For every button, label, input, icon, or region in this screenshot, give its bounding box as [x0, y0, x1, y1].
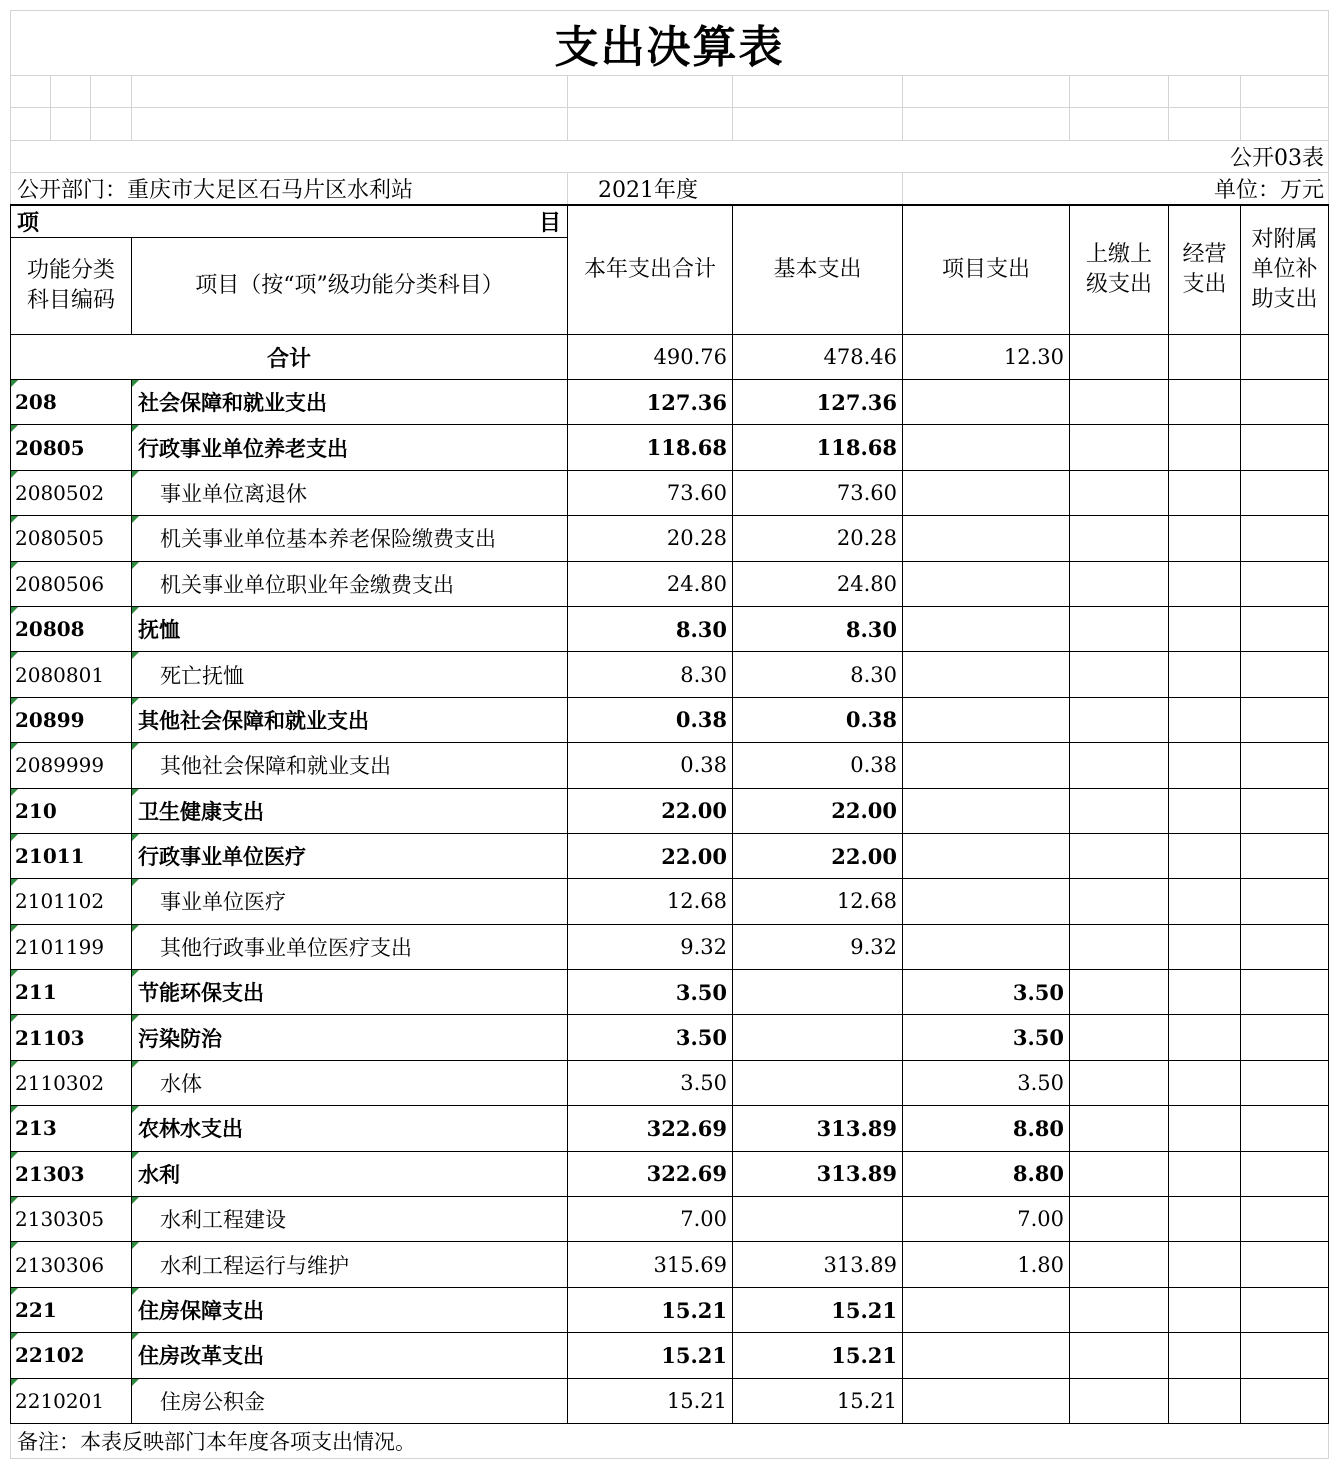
empty-cell — [1169, 606, 1241, 651]
row-project — [903, 425, 1070, 470]
empty-cell — [1241, 788, 1329, 833]
row-code: 2130306 — [11, 1242, 132, 1287]
row-total: 3.50 — [568, 1015, 733, 1060]
page-title: 支出决算表 — [11, 11, 1329, 76]
row-project — [903, 1333, 1070, 1378]
table-row — [11, 1333, 1329, 1378]
empty-cell — [1070, 470, 1169, 515]
table-row — [11, 470, 1329, 515]
row-total: 24.80 — [568, 561, 733, 606]
row-code: 2101102 — [11, 879, 132, 924]
row-name: 机关事业单位职业年金缴费支出 — [132, 561, 568, 606]
row-code: 21303 — [11, 1151, 132, 1196]
row-total: 0.38 — [568, 697, 733, 742]
row-total: 73.60 — [568, 470, 733, 515]
row-basic: 73.60 — [733, 470, 903, 515]
row-name: 社会保障和就业支出 — [132, 380, 568, 425]
row-code: 2080502 — [11, 470, 132, 515]
empty-cell — [1241, 1197, 1329, 1242]
fiscal-year: 2021年度 — [568, 173, 903, 206]
empty-cell — [1070, 652, 1169, 697]
row-total: 315.69 — [568, 1242, 733, 1287]
empty-cell — [1169, 970, 1241, 1015]
row-name: 事业单位医疗 — [132, 879, 568, 924]
row-project — [903, 788, 1070, 833]
empty-cell — [1169, 1106, 1241, 1151]
expenditure-table — [10, 10, 1329, 1459]
row-total: 127.36 — [568, 380, 733, 425]
row-name: 其他社会保障和就业支出 — [132, 697, 568, 742]
empty-cell — [1241, 425, 1329, 470]
row-name: 住房改革支出 — [132, 1333, 568, 1378]
empty-cell — [1169, 879, 1241, 924]
empty-cell — [1241, 380, 1329, 425]
row-code: 2210201 — [11, 1378, 132, 1423]
row-basic: 15.21 — [733, 1333, 903, 1378]
row-basic: 0.38 — [733, 697, 903, 742]
row-code: 2080801 — [11, 652, 132, 697]
row-basic — [733, 1060, 903, 1105]
row-name: 事业单位离退休 — [132, 470, 568, 515]
row-total: 15.21 — [568, 1333, 733, 1378]
empty-cell — [1070, 1287, 1169, 1332]
empty-cell — [1241, 1378, 1329, 1423]
footnote: 备注：本表反映部门本年度各项支出情况。 — [11, 1423, 1329, 1458]
summary-basic: 478.46 — [733, 335, 903, 380]
row-basic: 313.89 — [733, 1242, 903, 1287]
empty-cell — [1241, 970, 1329, 1015]
empty-cell — [1241, 743, 1329, 788]
empty-cell — [1070, 1197, 1169, 1242]
row-basic: 22.00 — [733, 833, 903, 878]
summary-row — [11, 335, 1329, 380]
row-project — [903, 1378, 1070, 1423]
row-basic: 313.89 — [733, 1106, 903, 1151]
row-code: 2130305 — [11, 1197, 132, 1242]
row-total: 322.69 — [568, 1106, 733, 1151]
row-basic: 22.00 — [733, 788, 903, 833]
row-total: 22.00 — [568, 833, 733, 878]
table-row — [11, 697, 1329, 742]
empty-cell — [1241, 1242, 1329, 1287]
empty-cell — [1169, 561, 1241, 606]
empty-cell — [1169, 516, 1241, 561]
row-code: 213 — [11, 1106, 132, 1151]
header-project: 项目支出 — [903, 205, 1070, 335]
row-project — [903, 606, 1070, 651]
row-basic: 12.68 — [733, 879, 903, 924]
row-total: 7.00 — [568, 1197, 733, 1242]
empty-cell — [1070, 743, 1169, 788]
row-name: 行政事业单位医疗 — [132, 833, 568, 878]
row-basic: 9.32 — [733, 924, 903, 969]
table-row — [11, 833, 1329, 878]
row-project: 1.80 — [903, 1242, 1070, 1287]
row-name: 抚恤 — [132, 606, 568, 651]
row-code: 221 — [11, 1287, 132, 1332]
row-code: 2110302 — [11, 1060, 132, 1105]
row-project — [903, 1287, 1070, 1332]
row-name: 污染防治 — [132, 1015, 568, 1060]
row-total: 12.68 — [568, 879, 733, 924]
row-name: 水利 — [132, 1151, 568, 1196]
row-project: 8.80 — [903, 1106, 1070, 1151]
table-row — [11, 425, 1329, 470]
table-row — [11, 652, 1329, 697]
row-total: 20.28 — [568, 516, 733, 561]
empty-cell — [1070, 1106, 1169, 1151]
table-number: 公开03表 — [11, 141, 1329, 173]
empty-cell — [1070, 1242, 1169, 1287]
header-total: 本年支出合计 — [568, 205, 733, 335]
row-total: 8.30 — [568, 652, 733, 697]
department-label: 公开部门：重庆市大足区石马片区水利站 — [11, 173, 568, 206]
header-business: 经营支出 — [1169, 205, 1241, 335]
row-code: 2080505 — [11, 516, 132, 561]
empty-cell — [1241, 1015, 1329, 1060]
empty-cell — [1169, 1197, 1241, 1242]
row-name: 农林水支出 — [132, 1106, 568, 1151]
empty-cell — [1241, 1287, 1329, 1332]
header-subsidy: 对附属单位补助支出 — [1241, 205, 1329, 335]
table-row — [11, 1287, 1329, 1332]
empty-cell — [1169, 924, 1241, 969]
empty-cell — [1169, 1378, 1241, 1423]
row-basic: 118.68 — [733, 425, 903, 470]
empty-cell — [1169, 1060, 1241, 1105]
unit-label: 单位：万元 — [903, 173, 1329, 206]
empty-cell — [1169, 470, 1241, 515]
empty-cell — [1169, 1242, 1241, 1287]
row-basic: 24.80 — [733, 561, 903, 606]
row-name: 其他行政事业单位医疗支出 — [132, 924, 568, 969]
table-row — [11, 1015, 1329, 1060]
row-basic: 8.30 — [733, 652, 903, 697]
row-total: 3.50 — [568, 1060, 733, 1105]
row-code: 211 — [11, 970, 132, 1015]
row-name: 住房公积金 — [132, 1378, 568, 1423]
empty-cell — [1241, 1060, 1329, 1105]
row-project: 7.00 — [903, 1197, 1070, 1242]
row-name: 机关事业单位基本养老保险缴费支出 — [132, 516, 568, 561]
table-row — [11, 606, 1329, 651]
empty-cell — [1169, 1015, 1241, 1060]
row-code: 20805 — [11, 425, 132, 470]
empty-cell — [1070, 380, 1169, 425]
table-row — [11, 788, 1329, 833]
header-basic: 基本支出 — [733, 205, 903, 335]
empty-cell — [1169, 697, 1241, 742]
row-basic — [733, 970, 903, 1015]
summary-project: 12.30 — [903, 335, 1070, 380]
summary-label: 合计 — [11, 335, 568, 380]
table-row — [11, 561, 1329, 606]
empty-cell — [1070, 697, 1169, 742]
table-row — [11, 924, 1329, 969]
row-code: 20899 — [11, 697, 132, 742]
table-row — [11, 1106, 1329, 1151]
row-name: 水利工程建设 — [132, 1197, 568, 1242]
row-basic — [733, 1197, 903, 1242]
blank-row — [11, 108, 1329, 141]
empty-cell — [1169, 425, 1241, 470]
empty-cell — [1241, 1151, 1329, 1196]
row-project — [903, 743, 1070, 788]
empty-cell — [1241, 470, 1329, 515]
empty-cell — [1070, 879, 1169, 924]
empty-cell — [1241, 1106, 1329, 1151]
row-project — [903, 470, 1070, 515]
row-code: 21011 — [11, 833, 132, 878]
row-code: 20808 — [11, 606, 132, 651]
row-project: 8.80 — [903, 1151, 1070, 1196]
empty-cell — [1070, 833, 1169, 878]
row-basic: 20.28 — [733, 516, 903, 561]
table-row — [11, 743, 1329, 788]
row-basic: 0.38 — [733, 743, 903, 788]
row-code: 22102 — [11, 1333, 132, 1378]
empty-cell — [1070, 1151, 1169, 1196]
row-name: 住房保障支出 — [132, 1287, 568, 1332]
item-header-right: 目 — [538, 210, 561, 236]
row-project — [903, 879, 1070, 924]
row-name: 卫生健康支出 — [132, 788, 568, 833]
row-code: 208 — [11, 380, 132, 425]
item-header-left: 项 — [17, 210, 40, 236]
row-name: 节能环保支出 — [132, 970, 568, 1015]
row-basic: 127.36 — [733, 380, 903, 425]
row-project — [903, 380, 1070, 425]
empty-cell — [1241, 697, 1329, 742]
table-row — [11, 1151, 1329, 1196]
table-row — [11, 1242, 1329, 1287]
row-project — [903, 516, 1070, 561]
empty-cell — [1070, 1333, 1169, 1378]
row-code: 210 — [11, 788, 132, 833]
table-row — [11, 380, 1329, 425]
empty-cell — [1241, 561, 1329, 606]
empty-cell — [1241, 516, 1329, 561]
row-total: 15.21 — [568, 1378, 733, 1423]
empty-cell — [1241, 924, 1329, 969]
empty-cell — [1169, 788, 1241, 833]
item-header — [11, 205, 568, 238]
row-project — [903, 561, 1070, 606]
empty-cell — [1070, 561, 1169, 606]
empty-cell — [1241, 1333, 1329, 1378]
empty-cell — [1241, 833, 1329, 878]
table-row — [11, 970, 1329, 1015]
row-project — [903, 833, 1070, 878]
empty-cell — [1070, 970, 1169, 1015]
row-basic: 313.89 — [733, 1151, 903, 1196]
blank-row — [11, 76, 1329, 108]
row-total: 322.69 — [568, 1151, 733, 1196]
table-row — [11, 516, 1329, 561]
empty-cell — [1169, 652, 1241, 697]
row-project — [903, 652, 1070, 697]
row-name: 水利工程运行与维护 — [132, 1242, 568, 1287]
empty-cell — [1169, 1151, 1241, 1196]
row-name: 行政事业单位养老支出 — [132, 425, 568, 470]
row-basic — [733, 1015, 903, 1060]
empty-cell — [1241, 879, 1329, 924]
row-basic: 15.21 — [733, 1287, 903, 1332]
row-name: 死亡抚恤 — [132, 652, 568, 697]
row-project — [903, 697, 1070, 742]
row-basic: 8.30 — [733, 606, 903, 651]
table-row — [11, 1060, 1329, 1105]
empty-cell — [1070, 1060, 1169, 1105]
empty-cell — [1070, 788, 1169, 833]
row-total: 0.38 — [568, 743, 733, 788]
header-upper: 上缴上级支出 — [1070, 205, 1169, 335]
row-code: 2101199 — [11, 924, 132, 969]
empty-cell — [1241, 652, 1329, 697]
row-project — [903, 924, 1070, 969]
table-row — [11, 1378, 1329, 1423]
row-code: 2089999 — [11, 743, 132, 788]
empty-cell — [1070, 1378, 1169, 1423]
empty-cell — [1169, 1333, 1241, 1378]
empty-cell — [1169, 1287, 1241, 1332]
row-project: 3.50 — [903, 1060, 1070, 1105]
row-total: 3.50 — [568, 970, 733, 1015]
row-name: 其他社会保障和就业支出 — [132, 743, 568, 788]
header-code: 功能分类科目编码 — [11, 238, 132, 335]
empty-cell — [1070, 924, 1169, 969]
row-project: 3.50 — [903, 1015, 1070, 1060]
empty-cell — [1169, 833, 1241, 878]
summary-total: 490.76 — [568, 335, 733, 380]
row-total: 118.68 — [568, 425, 733, 470]
empty-cell — [1169, 743, 1241, 788]
row-name: 水体 — [132, 1060, 568, 1105]
empty-cell — [1169, 380, 1241, 425]
header-name: 项目（按“项”级功能分类科目） — [132, 238, 568, 335]
row-basic: 15.21 — [733, 1378, 903, 1423]
empty-cell — [1241, 606, 1329, 651]
row-total: 9.32 — [568, 924, 733, 969]
row-code: 2080506 — [11, 561, 132, 606]
empty-cell — [1070, 606, 1169, 651]
table-row — [11, 1197, 1329, 1242]
table-row — [11, 879, 1329, 924]
row-total: 8.30 — [568, 606, 733, 651]
row-code: 21103 — [11, 1015, 132, 1060]
empty-cell — [1070, 516, 1169, 561]
empty-cell — [1070, 425, 1169, 470]
empty-cell — [1070, 1015, 1169, 1060]
row-project: 3.50 — [903, 970, 1070, 1015]
row-total: 22.00 — [568, 788, 733, 833]
row-total: 15.21 — [568, 1287, 733, 1332]
